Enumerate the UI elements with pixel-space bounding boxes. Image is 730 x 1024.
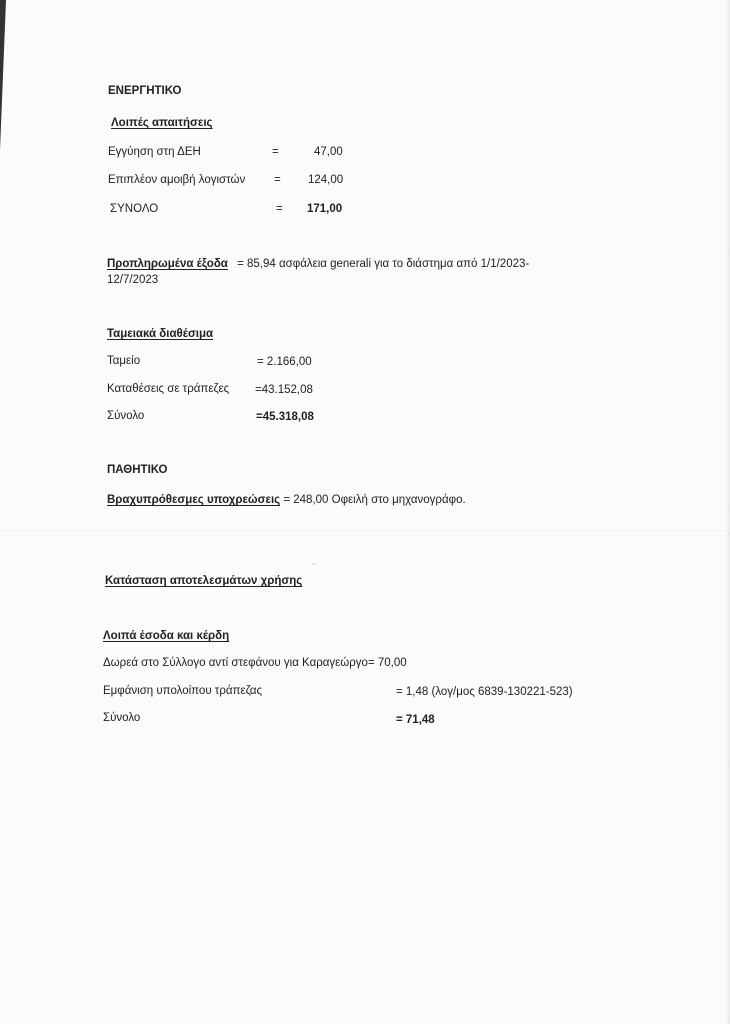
prepaid-label: Προπληρωμένα έξοδα — [107, 258, 228, 270]
receivable-row-sign: = — [272, 146, 279, 158]
receivable-total-value: 171,00 — [307, 203, 343, 215]
short-term-text: = 248,00 Οφειλή στο μηχανογράφο. — [283, 494, 466, 506]
prepaid-line-1 — [107, 257, 529, 271]
income-statement-title: Κατάσταση αποτελεσμάτων χρήσης — [105, 575, 303, 587]
receivable-row-sign: = — [274, 174, 281, 186]
prepaid-description: ασφάλεια generali για το διάστημα από 1/1/2023- — [278, 258, 530, 270]
cash-row-value: = 2.166,00 — [257, 356, 312, 368]
bank-balance-value: = 1,48 (λογ/μος 6839-130221-523) — [396, 686, 573, 698]
paper-fold-line — [0, 530, 730, 531]
short-term-label: Βραχυπρόθεσμες υποχρεώσεις — [107, 494, 281, 506]
cash-row-label: Ταμείο — [107, 355, 141, 367]
prepaid-line-2: 12/7/2023 — [107, 274, 159, 286]
cash-row-value: =43.152,08 — [255, 384, 313, 396]
other-income-title: Λοιπά έσοδα και κέρδη — [103, 630, 230, 642]
receivable-total-sign: = — [276, 203, 283, 215]
receivable-row-label: Επιπλέον αμοιβή λογιστών — [108, 174, 246, 186]
bank-balance-label: Εμφάνιση υπολοίπου τράπεζας — [103, 685, 263, 697]
cash-title: Ταμειακά διαθέσιμα — [107, 328, 214, 340]
prepaid-amount: = 85,94 — [237, 258, 276, 270]
receivable-row-value: 124,00 — [308, 174, 344, 186]
receivable-row-label: Εγγύηση στη ΔΕΗ — [108, 146, 201, 158]
donation-line: Δωρεά στο Σύλλογο αντί στεφάνου για Καραγεώργο= 70,00 — [103, 657, 407, 669]
other-receivables-title: Λοιπές απαιτήσεις — [111, 117, 213, 129]
receivable-row-value: 47,00 — [314, 146, 343, 158]
scan-speck: ~ — [312, 560, 317, 569]
short-term-line — [107, 493, 466, 507]
cash-row-label: Καταθέσεις σε τράπεζες — [107, 383, 230, 395]
scan-edge-shadow — [0, 0, 6, 150]
scan-edge-right — [726, 0, 730, 1024]
receivable-total-label: ΣΥΝΟΛΟ — [110, 203, 159, 215]
cash-total-value: =45.318,08 — [256, 411, 314, 423]
cash-total-label: Σύνολο — [107, 410, 145, 422]
assets-heading: ΕΝΕΡΓΗΤΙΚΟ — [108, 85, 182, 97]
income-total-value: = 71,48 — [396, 714, 435, 726]
income-total-label: Σύνολο — [103, 712, 141, 724]
liabilities-heading: ΠΑΘΗΤΙΚΟ — [107, 464, 168, 476]
